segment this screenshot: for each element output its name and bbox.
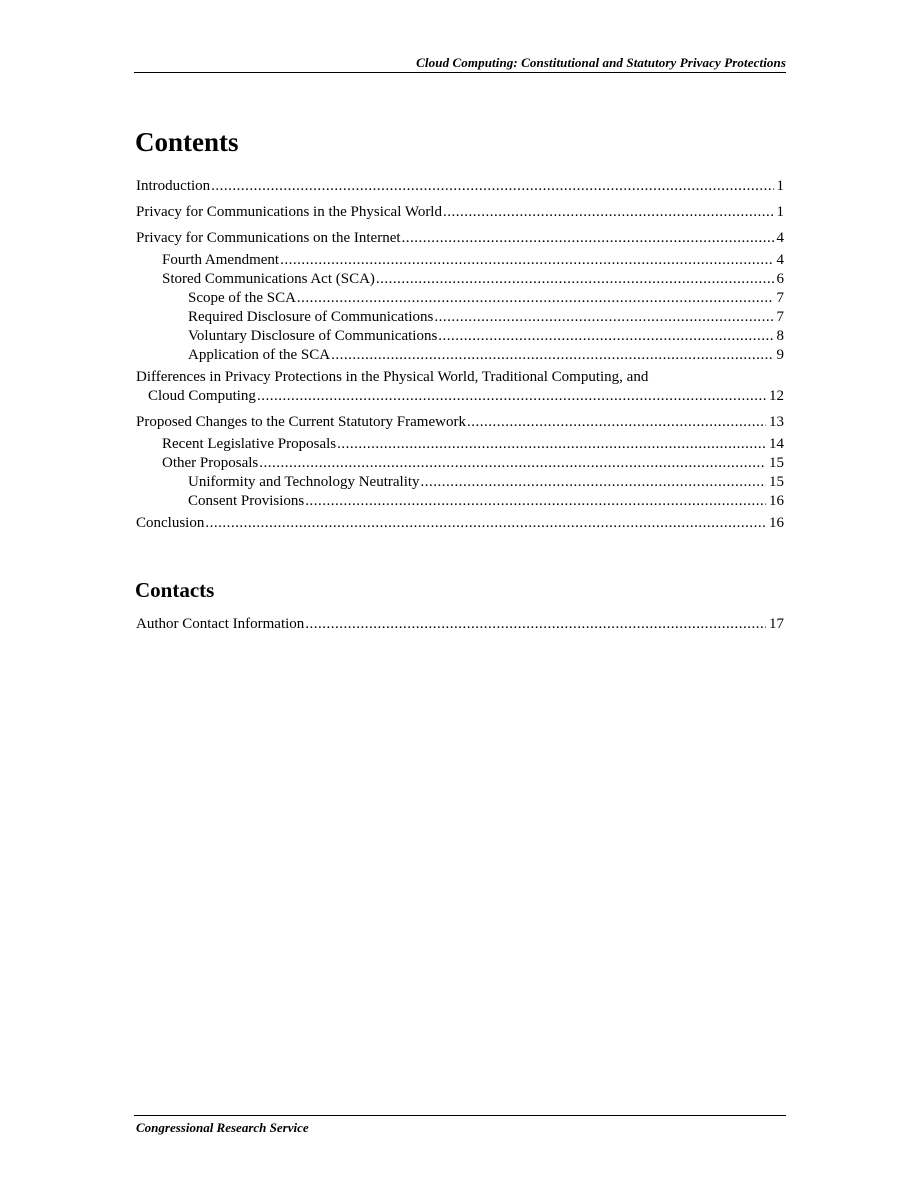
toc-entry-differences[interactable] — [148, 387, 784, 406]
toc-page-number: 8 — [776, 328, 784, 344]
toc-leader — [305, 492, 766, 511]
toc-entry-title: Author Contact Information — [136, 616, 305, 632]
toc-leader — [211, 177, 773, 196]
toc-entry-title: Voluntary Disclosure of Communications — [188, 328, 438, 344]
toc-leader — [280, 251, 773, 270]
contacts-heading: Contacts — [135, 578, 215, 602]
toc-page-number: 1 — [776, 204, 784, 220]
toc-entry-title: Recent Legislative Proposals — [162, 436, 337, 452]
toc-page-number: 16 — [769, 493, 784, 509]
toc-entry-title: Fourth Amendment — [162, 252, 280, 268]
toc-leader — [205, 514, 766, 533]
toc-leader — [402, 229, 774, 248]
toc-page-number: 16 — [769, 515, 784, 531]
toc-entry-title: Other Proposals — [162, 455, 259, 471]
toc-entry-fourth-amendment[interactable] — [162, 251, 784, 270]
toc-entry-recent-proposals[interactable] — [162, 435, 784, 454]
toc-page-number: 4 — [776, 252, 784, 268]
toc-entry-other-proposals[interactable] — [162, 454, 784, 473]
toc-entry-required-disclosure[interactable] — [188, 308, 784, 327]
toc-page-number: 6 — [776, 271, 784, 287]
toc-page-number: 9 — [776, 347, 784, 363]
toc-entry-differences-line1[interactable]: Differences in Privacy Protections in the Physical World, Traditional Computing, and — [136, 369, 649, 385]
toc-leader — [337, 435, 766, 454]
toc-page-number: 14 — [769, 436, 784, 452]
toc-entry-application-sca[interactable] — [188, 346, 784, 365]
toc-leader — [331, 346, 773, 365]
toc-leader — [376, 270, 774, 289]
running-footer: Congressional Research Service — [136, 1120, 309, 1135]
toc-entry-title: Stored Communications Act (SCA) — [162, 271, 375, 287]
toc-entry-scope-sca[interactable] — [188, 289, 784, 308]
toc-page-number: 1 — [776, 178, 784, 194]
toc-entry-voluntary-disclosure[interactable] — [188, 327, 784, 346]
toc-entry-title: Consent Provisions — [188, 493, 305, 509]
header-rule — [134, 72, 786, 73]
toc-leader — [434, 308, 773, 327]
contents-heading: Contents — [135, 127, 239, 157]
footer-rule — [134, 1115, 786, 1116]
toc-entry-author-contact[interactable] — [136, 615, 784, 634]
toc-entry-proposed-changes[interactable] — [136, 413, 784, 432]
toc-leader — [438, 327, 773, 346]
toc-entry-title: Application of the SCA — [188, 347, 331, 363]
toc-leader — [421, 473, 766, 492]
toc-page-number: 15 — [769, 474, 784, 490]
toc-entry-title: Cloud Computing — [148, 388, 256, 404]
toc-entry-title: Conclusion — [136, 515, 205, 531]
toc-entry-internet[interactable] — [136, 229, 784, 248]
toc-leader — [443, 203, 774, 222]
toc-entry-title: Privacy for Communications in the Physical World — [136, 204, 442, 220]
toc-entry-uniformity[interactable] — [188, 473, 784, 492]
toc-leader — [297, 289, 774, 308]
toc-entry-sca[interactable] — [162, 270, 784, 289]
toc-entry-title: Required Disclosure of Communications — [188, 309, 434, 325]
toc-page-number: 17 — [769, 616, 784, 632]
toc-page-number: 7 — [776, 309, 784, 325]
toc-entry-title: Proposed Changes to the Current Statutory Framework — [136, 414, 466, 430]
toc-entry-title: Privacy for Communications on the Internet — [136, 230, 401, 246]
toc-entry-title: Introduction — [136, 178, 211, 194]
toc-entry-conclusion[interactable] — [136, 514, 784, 533]
toc-page-number: 13 — [769, 414, 784, 430]
toc-leader — [259, 454, 766, 473]
toc-entry-title: Scope of the SCA — [188, 290, 296, 306]
toc-leader — [305, 615, 766, 634]
toc-leader — [467, 413, 766, 432]
toc-page-number: 4 — [776, 230, 784, 246]
toc-page-number: 12 — [769, 388, 784, 404]
toc-page-number: 7 — [776, 290, 784, 306]
toc-entry-physical-world[interactable] — [136, 203, 784, 222]
toc-entry-title: Uniformity and Technology Neutrality — [188, 474, 420, 490]
toc-page-number: 15 — [769, 455, 784, 471]
running-header: Cloud Computing: Constitutional and Statutory Privacy Protections — [416, 55, 786, 70]
toc-entry-consent[interactable] — [188, 492, 784, 511]
toc-leader — [257, 387, 766, 406]
toc-entry-introduction[interactable] — [136, 177, 784, 196]
